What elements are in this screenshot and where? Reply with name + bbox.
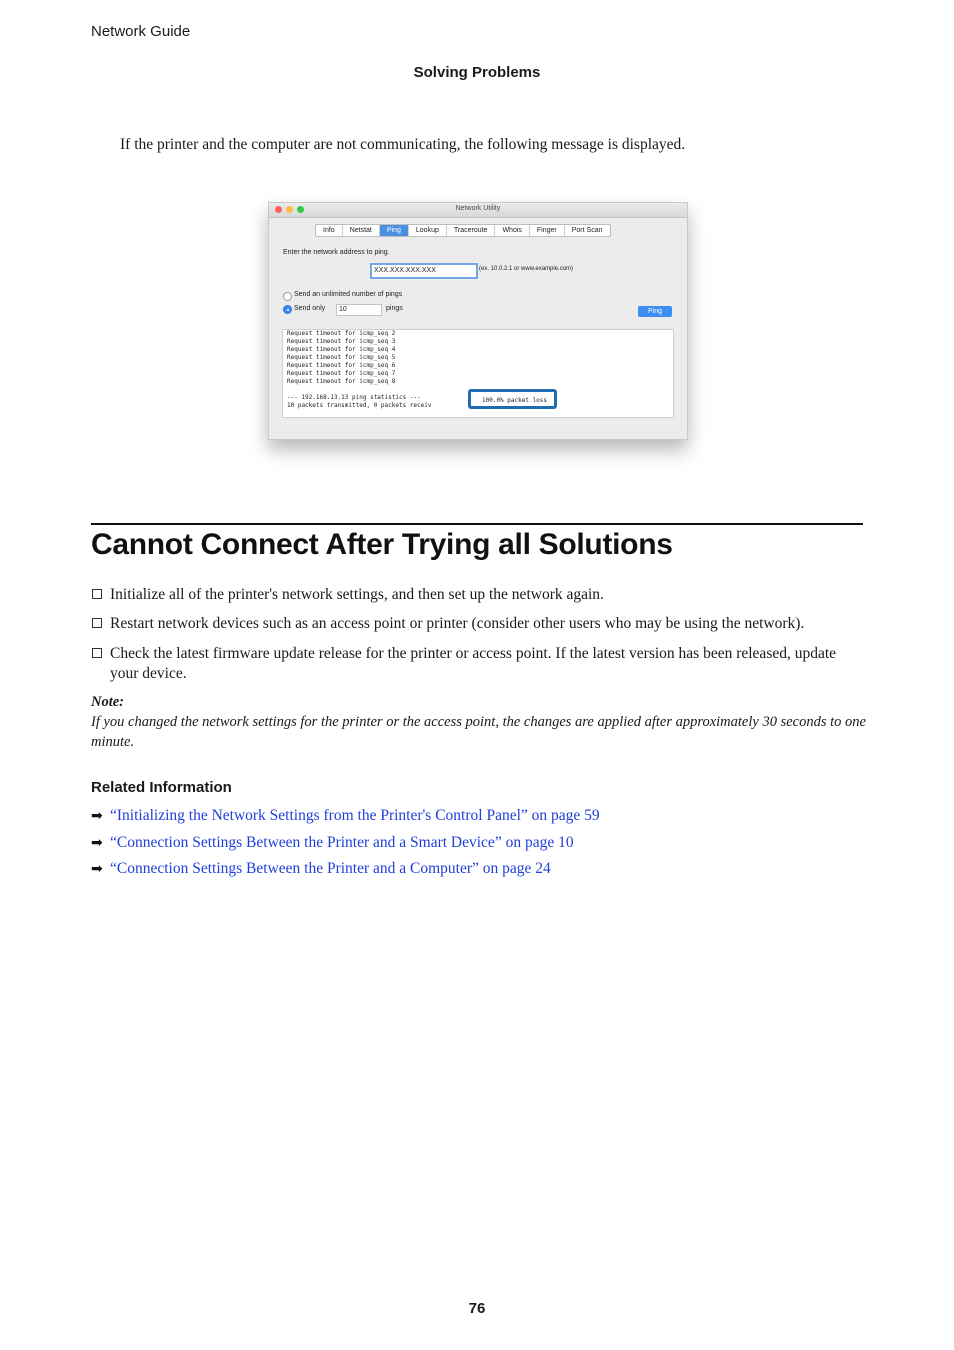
checkbox-bullet-icon (92, 618, 102, 628)
send-only-label: Send only (294, 305, 326, 312)
pings-label: pings (386, 305, 403, 312)
send-only-radio (283, 305, 292, 314)
intro-paragraph: If the printer and the computer are not communicating, the following message is displayed. (120, 136, 686, 153)
tab-info: Info (316, 225, 343, 236)
tab-lookup: Lookup (409, 225, 447, 236)
output-line: Request timeout for icmp_seq 6 (287, 362, 396, 369)
ping-button: Ping (638, 306, 672, 317)
related-information-heading: Related Information (91, 779, 232, 796)
tab-whois: Whois (495, 225, 529, 236)
ping-address-prompt: Enter the network address to ping. (283, 249, 390, 256)
bullet-item: Restart network devices such as an access point or printer (consider other users who may be using the network). (110, 615, 805, 632)
output-line: Request timeout for icmp_seq 2 (287, 330, 396, 337)
tab-finger: Finger (530, 225, 565, 236)
window-titlebar (269, 203, 687, 218)
output-line: 10 packets transmitted, 0 packets receiv (287, 402, 432, 409)
utility-tab-bar (315, 224, 611, 237)
address-hint: (ex. 10.0.2.1 or www.example.com) (479, 266, 574, 272)
ping-count-input: 10 (336, 304, 382, 316)
address-input: XXX.XXX.XXX.XXX (370, 263, 478, 279)
link-initializing-network-settings[interactable]: “Initializing the Network Settings from the Printer's Control Panel” on page 59 (110, 807, 600, 824)
network-utility-screenshot (268, 202, 688, 440)
output-line: --- 192.168.13.13 ping statistics --- (287, 394, 421, 401)
note-text: If you changed the network settings for the printer or the access point, the changes are applied after approximately 30 seconds to one minute. (91, 714, 866, 750)
bullet-item: Check the latest firmware update release for the printer or access point. If the latest version has been released, update your device. (110, 645, 837, 682)
running-header-guide-title: Network Guide (91, 23, 191, 40)
ping-output-log (282, 329, 674, 418)
link-connection-computer[interactable]: “Connection Settings Between the Printer and a Computer” on page 24 (110, 860, 551, 877)
tab-traceroute: Traceroute (447, 225, 496, 236)
checkbox-bullet-icon (92, 648, 102, 658)
output-line: Request timeout for icmp_seq 4 (287, 346, 396, 353)
tab-netstat: Netstat (343, 225, 380, 236)
unlimited-pings-radio (283, 292, 292, 301)
window-title: Network Utility (455, 205, 501, 212)
tab-ping: Ping (380, 225, 409, 236)
section-rule (91, 523, 863, 525)
page-number: 76 (468, 1300, 486, 1317)
arrow-right-icon: ➡ (91, 807, 103, 823)
link-connection-smart-device[interactable]: “Connection Settings Between the Printer and a Smart Device” on page 10 (110, 834, 574, 851)
output-line: Request timeout for icmp_seq 7 (287, 370, 396, 377)
output-line: Request timeout for icmp_seq 8 (287, 378, 396, 385)
section-title: Cannot Connect After Trying all Solutions (91, 528, 673, 561)
note-label: Note: (91, 694, 125, 710)
arrow-right-icon: ➡ (91, 834, 103, 850)
tab-port-scan: Port Scan (571, 227, 603, 234)
output-line: Request timeout for icmp_seq 3 (287, 338, 396, 345)
arrow-right-icon: ➡ (91, 860, 103, 876)
unlimited-pings-label: Send an unlimited number of pings (294, 291, 403, 298)
checkbox-bullet-icon (92, 589, 102, 599)
packet-loss-text: 100.0% packet loss (482, 397, 548, 404)
bullet-item: Initialize all of the printer's network settings, and then set up the network again. (110, 586, 604, 603)
running-header-section: Solving Problems (413, 64, 541, 81)
packet-loss-highlight (468, 389, 557, 409)
output-line: Request timeout for icmp_seq 5 (287, 354, 396, 361)
